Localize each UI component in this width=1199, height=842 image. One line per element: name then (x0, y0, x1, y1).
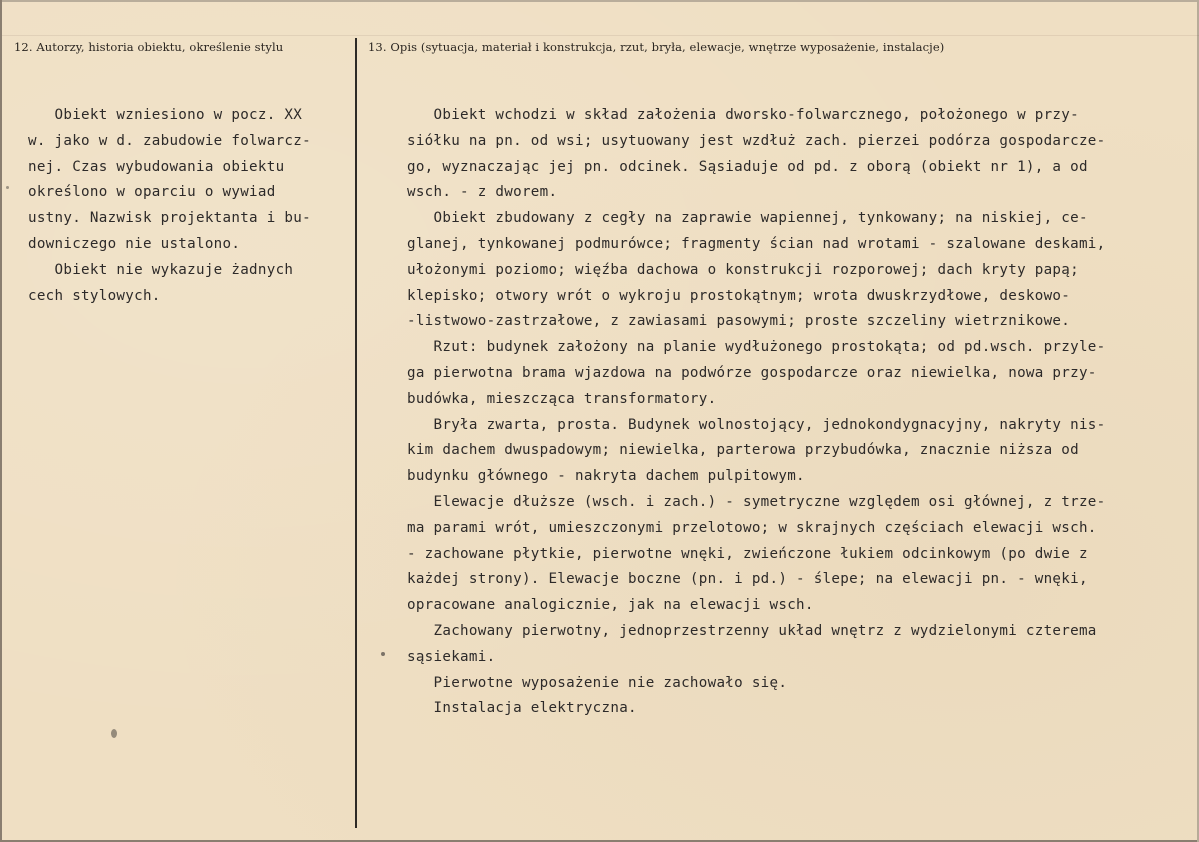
text-line: ustny. Nazwisk projektanta i bu- (28, 210, 311, 227)
authors-history-text (28, 103, 350, 309)
text-line: ga pierwotna brama wjazdowa na podwórze gospodarcze oraz niewielka, nowa przy- (407, 364, 1097, 381)
text-line: ułożonymi poziomo; więźba dachowa o konstrukcji rozporowej; dach kryty papą; (407, 261, 1079, 278)
text-line: ma parami wrót, umieszczonymi przelotowo; w skrajnych częściach elewacji wsch. (407, 519, 1097, 536)
section-12-heading: 12. Autorzy, historia obiektu, określenie stylu (14, 40, 284, 54)
text-line: Rzut: budynek założony na planie wydłużonego prostokąta; od pd.wsch. przyle- (407, 339, 1106, 356)
description-text (407, 103, 1187, 722)
text-line: określono w oparciu o wywiad (28, 184, 276, 201)
text-line: -listwowo-zastrzałowe, z zawiasami pasowymi; proste szczeliny wietrznikowe. (407, 313, 1071, 330)
text-line: Obiekt zbudowany z cegły na zaprawie wapiennej, tynkowany; na niskiej, ce- (407, 210, 1088, 227)
text-line: Bryła zwarta, prosta. Budynek wolnostojący, jednokondygnacyjny, nakryty nis- (407, 416, 1106, 433)
header-rule (2, 35, 1199, 36)
text-line: Obiekt nie wykazuje żadnych (28, 261, 294, 278)
text-line: nej. Czas wybudowania obiektu (28, 158, 285, 175)
text-line: downiczego nie ustalono. (28, 235, 241, 252)
text-line: Zachowany pierwotny, jednoprzestrzenny układ wnętrz z wydzielonymi czterema (407, 622, 1097, 639)
text-line: Pierwotne wyposażenie nie zachowało się. (407, 674, 788, 691)
ink-spot (381, 652, 385, 656)
text-line: Obiekt wchodzi w skład założenia dworsko-folwarcznego, położonego w przy- (407, 107, 1079, 123)
text-line: glanej, tynkowanej podmurówce; fragmenty ścian nad wrotami - szalowane deskami, (407, 235, 1106, 252)
section-13-heading: 13. Opis (sytuacja, materiał i konstrukcja, rzut, bryła, elewacje, wnętrze wyposażenie, instalacje) (368, 40, 945, 54)
text-line: kim dachem dwuspadowym; niewielka, parterowa przybudówka, znacznie niższa od (407, 442, 1079, 459)
text-line: - zachowane płytkie, pierwotne wnęki, zwieńczone łukiem odcinkowym (po dwie z (407, 545, 1088, 562)
text-line: wsch. - z dworem. (407, 184, 558, 201)
text-line: budówka, mieszcząca transformatory. (407, 390, 717, 407)
text-line: Elewacje dłuższe (wsch. i zach.) - symetryczne względem osi głównej, z trze- (407, 493, 1106, 510)
text-line: w. jako w d. zabudowie folwarcz- (28, 132, 311, 149)
text-line: sąsiekami. (407, 648, 496, 665)
text-line: Instalacja elektryczna. (407, 700, 637, 717)
text-line: Obiekt wzniesiono w pocz. XX (28, 107, 303, 123)
ink-spot (6, 186, 9, 189)
text-line: cech stylowych. (28, 287, 161, 304)
text-line: budynku głównego - nakryta dachem pulpitowym. (407, 468, 805, 485)
text-line: go, wyznaczając jej pn. odcinek. Sąsiaduje od pd. z oborą (obiekt nr 1), a od (407, 158, 1088, 175)
ink-spot (111, 729, 117, 738)
column-divider (355, 38, 357, 828)
text-line: klepisko; otwory wrót o wykroju prostokątnym; wrota dwuskrzydłowe, deskowo- (407, 287, 1071, 304)
text-line: siółku na pn. od wsi; usytuowany jest wzdłuż zach. pierzei podórza gospodarcze- (407, 132, 1106, 149)
text-line: każdej strony). Elewacje boczne (pn. i pd.) - ślepe; na elewacji pn. - wnęki, (407, 571, 1088, 588)
text-line: opracowane analogicznie, jak na elewacji wsch. (407, 597, 814, 614)
card-top-edge (2, 0, 1199, 2)
